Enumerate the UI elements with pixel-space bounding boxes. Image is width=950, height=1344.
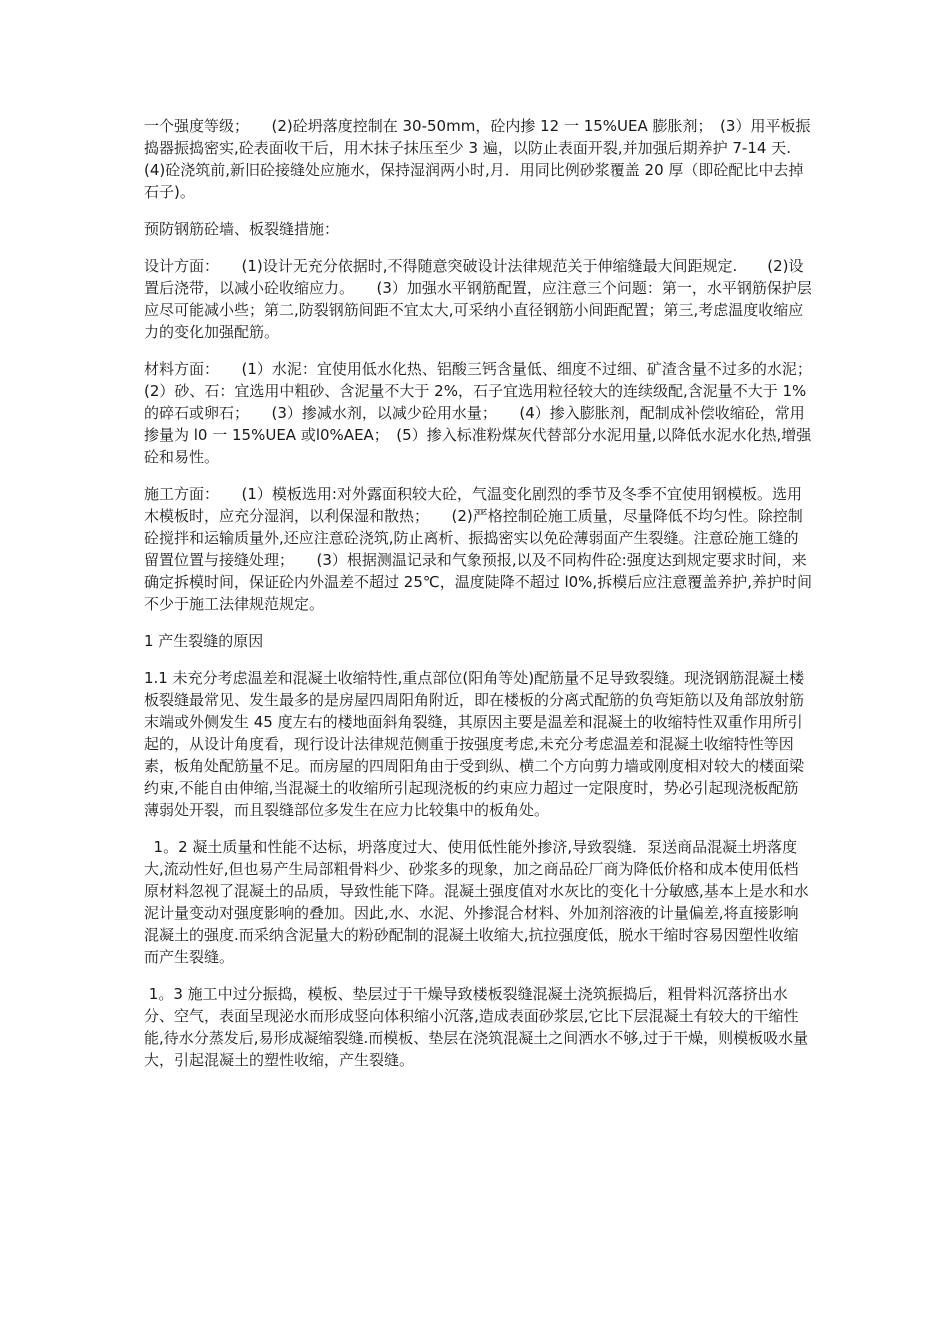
paragraph-cause-1-1: 1.1 未充分考虑温差和混凝土收缩特性,重点部位(阳角等处)配筋量不足导致裂缝。现浇钢筋混凝土楼板裂缝最常见、发生最多的是房屋四周阳角附近，即在楼板的分离式配筋的负弯矩筋以及角部放射筋末端或外侧发生 45 度左右的楼地面斜角裂缝，其原因主要是温差和混凝土的收缩特性双重作用所引起的，从设计角度看，现行设计法律规范侧重于按强度考虑,未充分考虑温差和混凝土收缩特性等因素，板角处配筋量不足。而房屋的四周阳角由于受到纵、横二个方向剪力墙或刚度相对较大的楼面梁约束,不能自由伸缩,当混凝土的收缩所引起现浇板的约束应力超过一定限度时，势必引起现浇板配筋薄弱处开裂，而且裂缝部位多发生在应力比较集中的板角处。 <box>144 669 805 819</box>
paragraph-cause-1-3: 1。3 施工中过分振捣，模板、垫层过于干燥导致楼板裂缝混凝土浇筑振捣后，粗骨料沉落挤出水分、空气，表面呈现泌水而形成竖向体积缩小沉落,造成表面砂浆层,它比下层混凝土有较大的干缩性能,待水分蒸发后,易形成凝缩裂缝.而模板、垫层在浇筑混凝土之间洒水不够,过于干燥，则模板吸水量大，引起混凝土的塑性收缩，产生裂缝。 <box>144 985 809 1069</box>
paragraph-construction-aspect: 施工方面： (1）模板选用:对外露面积较大砼，气温变化剧烈的季节及冬季不宜使用钢模板。选用木模板时，应充分湿润，以利保湿和散热； (2)严格控制砼施工质量，尽量降低不均匀性。除控制砼搅拌和运输质量外,还应注意砼浇筑,防止离析、振捣密实以免砼薄弱面产生裂缝。注意砼施工缝的留置位置与接缝处理； (3）根据测温记录和气象预报,以及不同构件砼:强度达到规定要求时间，来确定拆模时间，保证砼内外温差不超过 25℃，温度陡降不超过 l0%,拆模后应注意覆盖养护,养护时间不少于施工法律规范规定。 <box>144 485 812 613</box>
paragraph-material-aspect: 材料方面： (1）水泥：宜使用低水化热、铝酸三钙含量低、细度不过细、矿渣含量不过多的水泥； (2）砂、石：宜选用中粗砂、含泥量不大于 2%，石子宜选用粒径较大的连续级配,含泥量不大于 1%的碎石或卵石； (3）掺减水剂，以减少砼用水量； (4）掺入膨胀剂，配制成补偿收缩砼，常用掺量为 l0 一 15%UEA 或l0%AEA； (5）掺入标准粉煤灰代替部分水泥用量,以降低水泥水化热,增强砼和易性。 <box>144 360 835 466</box>
document-body <box>144 115 835 1086</box>
paragraph-concrete-measures: 一个强度等级； (2)砼坍落度控制在 30-50mm，砼内掺 12 一 15%UEA 膨胀剂； (3）用平板振捣器振捣密实,砼表面收干后，用木抹子抹压至少 3 遍，以防止表面开裂,并加强后期养护 7-14 天. (4)砼浇筑前,新旧砼接缝处应施水，保持湿润两小时,月．用同比例砂浆覆盖 20 厚（即砼配比中去掉石子)。 <box>144 117 821 201</box>
heading-prevention-measures: 预防钢筋砼墙、板裂缝措施： <box>144 220 340 238</box>
paragraph-cause-1-2: 1。2 凝土质量和性能不达标，坍落度过大、使用低性能外掺济,导致裂缝．泵送商品混凝土坍落度大,流动性好,但也易产生局部粗骨料少、砂浆多的现象，加之商品砼厂商为降低价格和成本使用低档原材料忽视了混凝土的品质，导致性能下降。混凝土强度值对水灰比的变化十分敏感,基本上是水和水泥计量变动对强度影响的叠加。因此,水、水泥、外掺混合材料、外加剂溶液的计量偏差,将直接影响混凝土的强度.而采纳含泥量大的粉砂配制的混凝土收缩大,抗拉强度低，脱水干缩时容易因塑性收缩而产生裂缝。 <box>144 838 809 966</box>
heading-crack-causes: 1 产生裂缝的原因 <box>144 632 264 650</box>
paragraph-design-aspect: 设计方面： (1)设计无充分依据时,不得随意突破设计法律规范关于伸缩缝最大间距规定. (2)设置后浇带，以减小砼收缩应力。 (3）加强水平钢筋配置，应注意三个问题：第一，水平钢筋保护层应尽可能减小些；第二,防裂钢筋间距不宜太大,可采纳小直径钢筋小间距配置；第三,考虑温度收缩应力的变化加强配筋。 <box>144 257 812 341</box>
